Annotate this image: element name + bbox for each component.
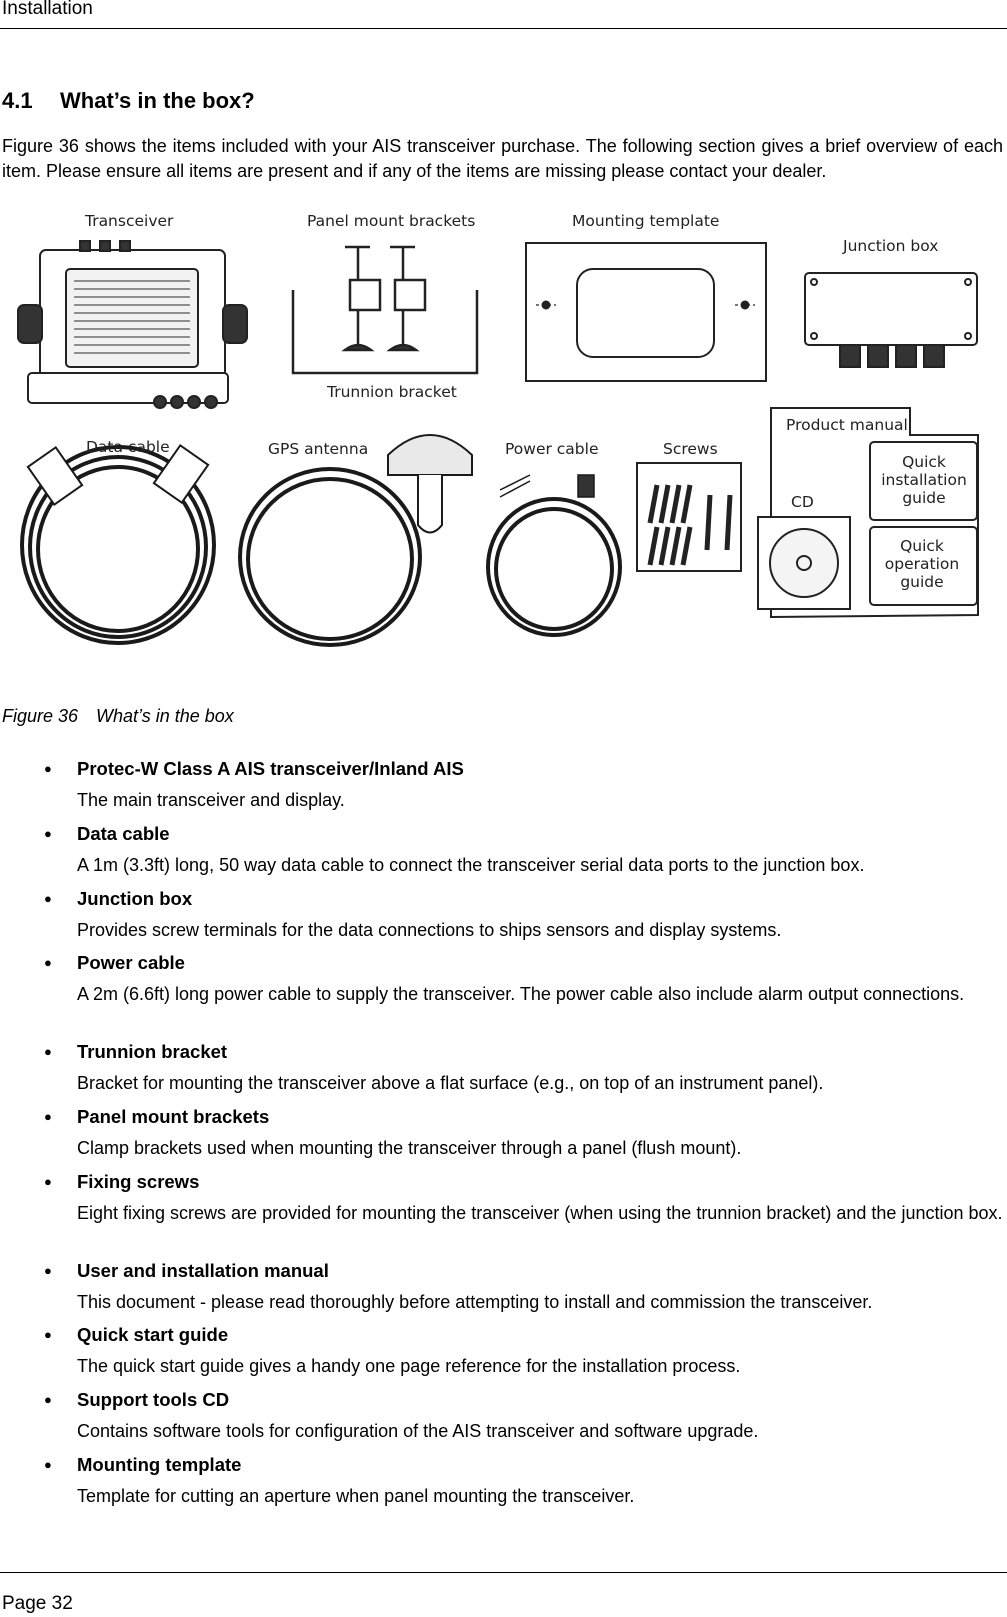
power-cable-label: Power cable [505,440,599,458]
quick-operation-guide-label-3: guide [900,573,944,591]
bullet-icon: ● [44,1263,52,1278]
bullet-icon: ● [44,1044,52,1059]
list-item-description: A 1m (3.3ft) long, 50 way data cable to connect the transceiver serial data ports to the junction box. [77,855,865,875]
list-item-name: Mounting template [77,1454,242,1475]
bullet-icon: ● [44,1174,52,1189]
list-item-description: Contains software tools for configuration of the AIS transceiver and software upgrade. [77,1421,759,1441]
bullet-icon: ● [44,955,52,970]
quick-install-guide-label-3: guide [902,489,946,507]
junction-box-label: Junction box [843,237,939,255]
section-number: 4.1 [2,88,33,113]
bracket-illustration [293,247,477,373]
list-item-description: Bracket for mounting the transceiver above a flat surface (e.g., on top of an instrument panel). [77,1073,824,1093]
gps-antenna-illustration [240,435,472,645]
list-item-name: Trunnion bracket [77,1041,228,1062]
section-heading [2,88,255,114]
figure-caption-number: Figure 36 [2,706,79,726]
list-item-name: Power cable [77,952,185,973]
list-item-description: Eight fixing screws are provided for mounting the transceiver (when using the trunnion bracket) and the junction box. [77,1203,1003,1223]
list-item-description: A 2m (6.6ft) long power cable to supply the transceiver. The power cable also include alarm output connections. [77,984,965,1004]
list-item-name: Junction box [77,888,193,909]
list-item-name: Protec-W Class A AIS transceiver/Inland AIS [77,758,464,779]
list-item-description: The main transceiver and display. [77,790,345,810]
mounting-template-illustration [526,243,766,381]
bullet-icon: ● [44,761,52,776]
whats-in-the-box-figure [0,205,1007,660]
power-cable-illustration [488,475,620,635]
figure-caption [2,706,234,727]
bullet-icon: ● [44,1457,52,1472]
intro-paragraph: Figure 36 shows the items included with your AIS transceiver purchase. The following section gives a brief overview of each item. Please ensure all items are present and if any of the items are missing please contact your dealer. [2,136,1003,181]
figure-caption-text: What’s in the box [96,706,234,726]
mounting-template-label: Mounting template [572,212,720,230]
transceiver-illustration [18,241,247,408]
transceiver-label: Transceiver [85,212,174,230]
bullet-icon: ● [44,1109,52,1124]
page-number: Page 32 [2,1593,73,1614]
junction-box-illustration [805,273,977,367]
quick-operation-guide-label-1: Quick [900,537,944,555]
panel-brackets-label: Panel mount brackets [307,212,476,230]
bullet-icon: ● [44,891,52,906]
trunnion-label: Trunnion bracket [327,383,457,401]
list-item-name: Quick start guide [77,1324,229,1345]
list-item-description: Template for cutting an aperture when panel mounting the transceiver. [77,1486,635,1506]
bullet-icon: ● [44,1392,52,1407]
quick-operation-guide-label-2: operation [884,555,960,573]
gps-antenna-label: GPS antenna [268,440,369,458]
screws-illustration [637,463,741,571]
list-item-name: User and installation manual [77,1260,329,1281]
list-item-description: The quick start guide gives a handy one page reference for the installation process. [77,1356,741,1376]
section-title: What’s in the box? [60,88,255,113]
list-item-name: Panel mount brackets [77,1106,270,1127]
list-item-name: Data cable [77,823,170,844]
page-header [0,0,1007,29]
product-manual-label: Product manual [786,416,908,434]
screws-label: Screws [663,440,718,458]
cd-label: CD [791,493,814,511]
bullet-icon: ● [44,826,52,841]
list-item-description: Provides screw terminals for the data connections to ships sensors and display systems. [77,920,782,940]
data-cable-label: Data cable [86,438,170,456]
documentation-illustration [758,408,978,617]
list-item-description: Clamp brackets used when mounting the transceiver through a panel (flush mount). [77,1138,742,1158]
quick-install-guide-label-2: installation [881,471,967,489]
data-cable-illustration [22,445,214,643]
list-item-name: Fixing screws [77,1171,200,1192]
quick-install-guide-label-1: Quick [902,453,946,471]
header-section-title: Installation [2,0,93,19]
list-item-description: This document - please read thoroughly before attempting to install and commission the transceiver. [77,1292,873,1312]
list-item-name: Support tools CD [77,1389,230,1410]
bullet-icon: ● [44,1327,52,1342]
figure-illustration [0,205,1007,660]
page-footer [0,1572,1007,1617]
